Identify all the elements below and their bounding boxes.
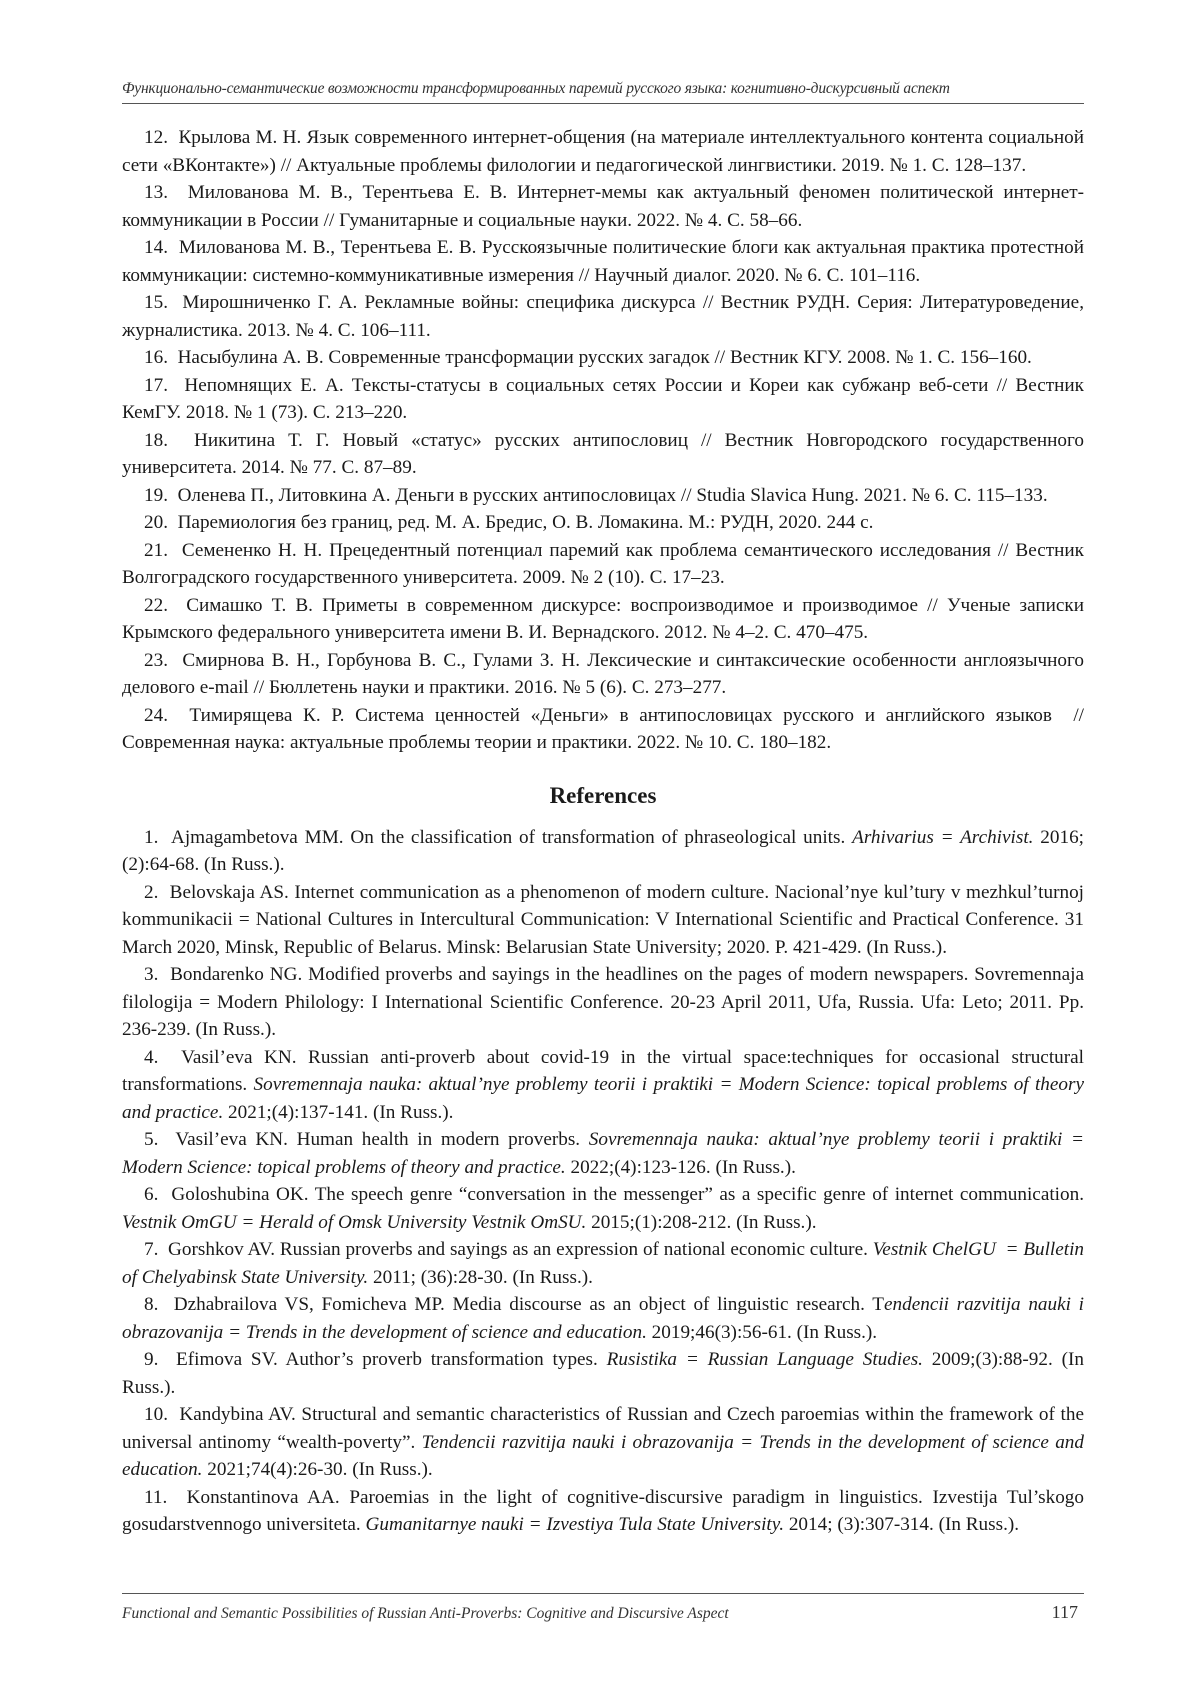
reference-entry: 18. Никитина Т. Г. Новый «статус» русских антипословиц // Вестник Новгородского государственного университета. 2014. № 77. С. 87–89. (122, 429, 1084, 478)
reference-entry: 9. Efimova SV. Author’s proverb transformation types. Rusistika = Russian Language Studies. 2009;(3):88-92. (In Russ.). (122, 1349, 1084, 1398)
reference-entry: 3. Bondarenko NG. Modified proverbs and sayings in the headlines on the pages of modern newspapers. Sovremennaja filologija = Modern Philology: I International Scientific Conference. 20-23 April 2011, Ufa, Russia. Ufa: Leto; 2011. Pp. 236-239. (In Russ.). (122, 964, 1084, 1040)
reference-entry: 11. Konstantinova AA. Paroemias in the light of cognitive-discursive paradigm in linguistics. Izvestija Tul’skogo gosudarstvennogo universiteta. Gumanitarnye nauki = Izvestiya Tula State University. 2014; (3):307-314. (In Russ.). (122, 1486, 1084, 1535)
english-reference-list (122, 824, 1084, 1539)
reference-entry: 24. Тимирящева К. Р. Система ценностей «Деньги» в антипословицах русского и английского языков // Современная наука: актуальные проблемы теории и практики. 2022. № 10. С. 180–182. (122, 704, 1084, 753)
reference-entry: 22. Симашко Т. В. Приметы в современном дискурсе: воспроизводимое и производимое // Ученые записки Крымского федерального университета имени В. И. Вернадского. 2012. № 4–2. С. 470–475. (122, 594, 1084, 643)
russian-reference-list (122, 124, 1084, 757)
reference-entry: 15. Мирошниченко Г. А. Рекламные войны: специфика дискурса // Вестник РУДН. Серия: Литературоведение, журналистика. 2013. № 4. С. 106–111. (122, 292, 1084, 341)
reference-entry: 6. Goloshubina OK. The speech genre “conversation in the messenger” as a specific genre of internet communication. Vestnik OmGU = Herald of Omsk University Vestnik OmSU. 2015;(1):208-212. (In Russ.). (122, 1184, 1084, 1233)
reference-entry: 21. Семененко Н. Н. Прецедентный потенциал паремий как проблема семантического исследования // Вестник Волгоградского государственного университета. 2009. № 2 (10). С. 17–23. (122, 539, 1084, 588)
reference-entry: 10. Kandybina AV. Structural and semantic characteristics of Russian and Czech paroemias within the framework of the universal antinomy “wealth-poverty”. Tendencii razvitija nauki i obrazovanija = Trends in the development of science and education. 2021;74(4):26-30. (In Russ.). (122, 1404, 1084, 1480)
reference-entry: 1. Ajmagambetova MM. On the classification of transformation of phraseological units. Arhivarius = Archivist. 2016;(2):64-68. (In Russ.). (122, 826, 1084, 875)
running-header: Функционально-семантические возможности трансформированных паремий русского языка: когнитивно-дискурсивный аспект (122, 80, 1084, 104)
page-number: 117 (1051, 1602, 1078, 1622)
reference-entry: 2. Belovskaja AS. Internet communication as a phenomenon of modern culture. Nacional’nye kul’tury v mezhkul’turnoj kommunikacii = National Cultures in Intercultural Communication: V International Scientific and Practical Conference. 31 March 2020, Minsk, Republic of Belarus. Minsk: Belarusian State University; 2020. P. 421-429. (In Russ.). (122, 881, 1084, 958)
reference-entry: 5. Vasil’eva KN. Human health in modern proverbs. Sovremennaja nauka: aktual’nye problemy teorii i praktiki = Modern Science: topical problems of theory and practice. 2022;(4):123-126. (In Russ.). (122, 1129, 1084, 1178)
reference-entry: 20. Паремиология без границ, ред. М. А. Бредис, О. В. Ломакина. М.: РУДН, 2020. 244 с. (144, 512, 874, 533)
reference-entry: 7. Gorshkov AV. Russian proverbs and sayings as an expression of national economic culture. Vestnik ChelGU = Bulletin of Chelyabinsk State University. 2011; (36):28-30. (In Russ.). (122, 1239, 1085, 1288)
reference-entry: 14. Милованова М. В., Терентьева Е. В. Русскоязычные политические блоги как актуальная практика протестной коммуникации: системно-коммуникативные измерения // Научный диалог. 2020. № 6. С. 101–116. (122, 237, 1084, 286)
reference-entry: 23. Смирнова В. Н., Горбунова В. С., Гулами З. Н. Лексические и синтаксические особенности англоязычного делового e-mail // Бюллетень науки и практики. 2016. № 5 (6). С. 273–277. (122, 649, 1084, 698)
reference-entry: 17. Непомнящих Е. А. Тексты-статусы в социальных сетях России и Кореи как субжанр веб-сети // Вестник КемГУ. 2018. № 1 (73). С. 213–220. (122, 374, 1084, 423)
references-heading: References (549, 782, 657, 808)
reference-entry: 13. Милованова М. В., Терентьева Е. В. Интернет-мемы как актуальный феномен политической интернет-коммуникации в России // Гуманитарные и социальные науки. 2022. № 4. С. 58–66. (122, 182, 1084, 231)
reference-entry: 12. Крылова М. Н. Язык современного интернет-общения (на материале интеллектуального контента социальной сети «ВКонтакте») // Актуальные проблемы филологии и педагогической лингвистики. 2019. № 1. С. 128–137. (122, 127, 1084, 176)
reference-entry: 19. Оленева П., Литовкина А. Деньги в русских антипословицах // Studia Slavica Hung. 2021. № 6. С. 115–133. (144, 484, 1048, 506)
footer-title: Functional and Semantic Possibilities of Russian Anti-Proverbs: Cognitive and Discursive Aspect (122, 1605, 729, 1622)
reference-entry: 16. Насыбулина А. В. Современные трансформации русских загадок // Вестник КГУ. 2008. № 1. С. 156–160. (144, 347, 1032, 368)
running-footer (122, 1593, 1084, 1623)
body-text (122, 124, 1084, 1539)
reference-entry: 8. Dzhabrailova VS, Fomicheva MP. Media discourse as an object of linguistic research. Tendencii razvitija nauki i obrazovanija = Trends in the development of science and education. 2019;46(3):56-61. (In Russ.). (122, 1294, 1084, 1343)
reference-entry: 4. Vasil’eva KN. Russian anti-proverb about covid-19 in the virtual space:techniques for occasional structural transformations. Sovremennaja nauka: aktual’nye problemy teorii i praktiki = Modern Science: topical problems of theory and practice. 2021;(4):137-141. (In Russ.). (122, 1046, 1084, 1123)
